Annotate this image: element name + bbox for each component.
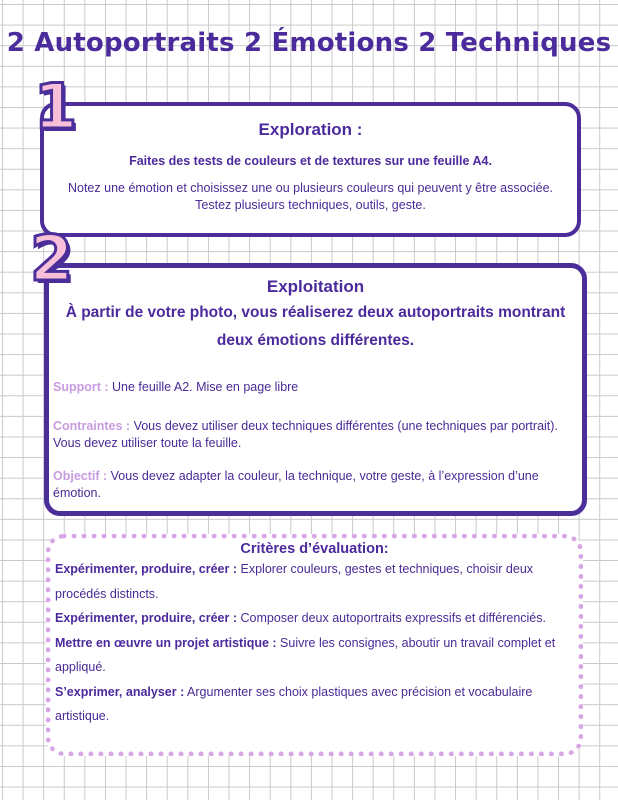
criteria-card (46, 534, 583, 756)
page-title: 2 Autoportraits 2 Émotions 2 Techniques (6, 28, 612, 58)
exploration-instruction: Faites des tests de couleurs et de textures sur une feuille A4. (129, 154, 492, 168)
criteria-item: Expérimenter, produire, créer : Composer deux autoportraits expressifs et différenciés. (55, 611, 546, 625)
constraints-item: Contraintes : Vous devez utiliser deux techniques différentes (une techniques par portrait). Vous devez utiliser toute la feuille. (53, 419, 558, 450)
objective-item: Objectif : Vous devez adapter la couleur, la technique, votre geste, à l’expression d’une émotion. (53, 469, 539, 500)
exploration-text-1: Notez une émotion et choisissez une ou plusieurs couleurs qui peuvent y être associée. (67, 181, 553, 195)
criteria-item: S’exprimer, analyser : Argumenter ses choix plastiques avec précision et vocabulaire artistique. (55, 684, 533, 723)
exploration-text-2: Testez plusieurs techniques, outils, geste. (195, 198, 426, 212)
exploration-card (40, 102, 581, 237)
support-item: Support : Une feuille A2. Mise en page libre (53, 380, 299, 394)
exploitation-subheading: À partir de votre photo, vous réaliserez deux autoportraits montrant deux émotions différentes. (65, 304, 566, 349)
criteria-item: Expérimenter, produire, créer : Explorer couleurs, gestes et techniques, choisir deux procédés distincts. (55, 562, 534, 601)
exploration-heading: Exploration : (258, 120, 363, 139)
exploitation-heading: Exploitation (266, 277, 365, 296)
exploitation-card (44, 263, 587, 516)
criteria-item: Mettre en œuvre un projet artistique : Suivre les consignes, aboutir un travail complet et appliqué. (55, 635, 556, 674)
step-number-2: 2 (30, 222, 74, 295)
criteria-heading: Critères d’évaluation: (240, 541, 389, 557)
step-number-1: 1 (34, 70, 78, 143)
